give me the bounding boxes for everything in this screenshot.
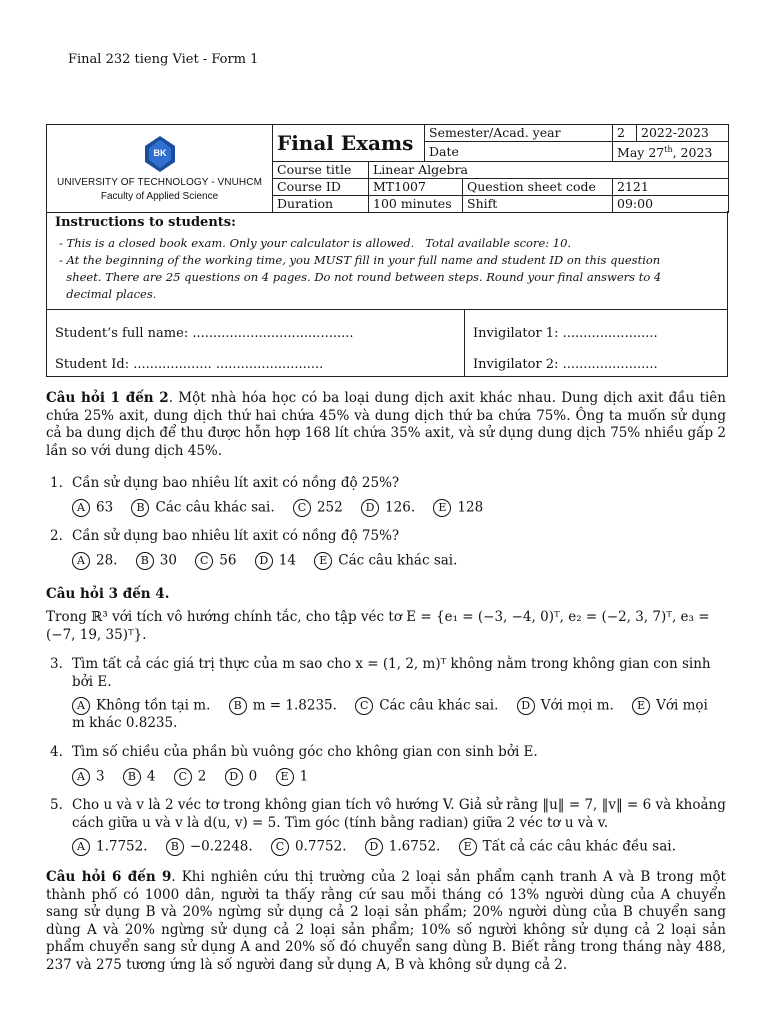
university-name: UNIVERSITY OF TECHNOLOGY - VNUHCM xyxy=(57,176,262,188)
qsc-value: 2121 xyxy=(613,179,729,196)
date-value: May 27th, 2023 xyxy=(613,142,729,162)
option-d[interactable]: D 14 xyxy=(255,552,296,570)
shift-value: 09:00 xyxy=(613,196,729,213)
options xyxy=(72,499,497,517)
qsc-label: Question sheet code xyxy=(463,179,613,196)
section-2: Câu hỏi 3 đến 4. xyxy=(46,586,170,602)
semester-label: Semester/Acad. year xyxy=(425,125,613,142)
question-text: Cho u và v là 2 véc tơ trong không gian tích vô hướng V. Giả sử rằng ‖u‖ = 7, ‖v‖ = 6 và khoảng cách giữa u và v là d(u, v) = 5. Tìm góc (tính bằng radian) giữa 2 véc tơ u và v. xyxy=(72,797,726,831)
question-number: 3. xyxy=(50,656,63,672)
university-block xyxy=(47,125,273,213)
exam-header-table xyxy=(46,124,729,213)
options xyxy=(72,768,322,786)
option-b[interactable]: B Các câu khác sai. xyxy=(131,499,274,517)
running-header: Final 232 tieng Viet - Form 1 xyxy=(68,52,259,67)
student-id-field[interactable]: Student Id: ................... .......................... xyxy=(55,357,324,372)
section-heading: Câu hỏi 1 đến 2 xyxy=(46,390,169,406)
instruction-item: decimal places. xyxy=(59,287,157,301)
options xyxy=(72,838,690,856)
exam-title: Final Exams xyxy=(273,125,425,162)
question-number: 4. xyxy=(50,744,63,760)
section-text: . Khi nghiên cứu thị trường của 2 loại sản phẩm cạnh tranh A và B trong một thành phố có 1000 dân, người ta thấy rằng cứ sau mỗi tháng có 13% người dùng của A chuyển sang sử dụng B và 20% ngừng sử dụng cả 2 loại sản phẩm; 20% người dùng của B chuyển sang dùng A và 20% ngừng sử dụng cả 2 loại sản phẩm; 10% số người không sử dụng cả 2 loại sản phẩm chuyển sang sử dụng A and 20% số đó chuyển sang dùng B. Biết rằng trong tháng này 488, 237 và 275 tương ứng là số người đang sử dụng A, B và không sử dụng cả 2. xyxy=(46,869,726,973)
signature-box xyxy=(46,309,728,377)
options xyxy=(72,552,471,570)
option-e[interactable]: E Các câu khác sai. xyxy=(314,552,457,570)
invigilator-2-field[interactable]: Invigilator 2: ....................... xyxy=(473,357,658,372)
option-d[interactable]: D 1.6752. xyxy=(365,838,441,856)
option-b[interactable]: B −0.2248. xyxy=(166,838,253,856)
option-b[interactable]: B 30 xyxy=(136,552,177,570)
faculty-name: Faculty of Applied Science xyxy=(100,190,219,202)
option-d[interactable]: D Với mọi m. xyxy=(517,697,614,715)
course-title-label: Course title xyxy=(273,162,369,179)
option-b[interactable]: B m = 1.8235. xyxy=(229,697,337,715)
option-continuation: m khác 0.8235. xyxy=(72,715,178,731)
section-3 xyxy=(46,869,726,974)
question-number: 2. xyxy=(50,528,63,544)
option-e[interactable]: E Với mọi xyxy=(632,697,708,715)
option-a[interactable]: A 28. xyxy=(72,552,117,570)
option-d[interactable]: D 0 xyxy=(225,768,258,786)
section-2-text: Trong ℝ³ với tích vô hướng chính tắc, cho tập véc tơ E = {e₁ = (−3, −4, 0)ᵀ, e₂ = (−2, 3, 7)ᵀ, e₃ = (−7, 19, 35)ᵀ}. xyxy=(46,609,710,643)
course-id-value: MT1007 xyxy=(369,179,463,196)
option-c[interactable]: C 56 xyxy=(195,552,236,570)
option-b[interactable]: B 4 xyxy=(123,768,156,786)
question-text: Tìm số chiều của phần bù vuông góc cho không gian con sinh bởi E. xyxy=(72,744,538,760)
option-a[interactable]: A 63 xyxy=(72,499,113,517)
question-number: 1. xyxy=(50,475,63,491)
instruction-item: sheet. There are 25 questions on 4 pages. Do not round between steps. Round your final answers to 4 xyxy=(59,270,662,284)
option-e[interactable]: E Tất cả các câu khác đều sai. xyxy=(459,838,676,856)
instructions-list xyxy=(59,235,717,303)
duration-label: Duration xyxy=(273,196,369,213)
option-c[interactable]: C Các câu khác sai. xyxy=(355,697,498,715)
option-a[interactable]: A 1.7752. xyxy=(72,838,148,856)
section-text: . Một nhà hóa học có ba loại dung dịch axit khác nhau. Dung dịch axit đầu tiên chứa 25% axit, dung dịch thứ hai chứa 45% và dung dịch thứ ba chứa 75%. Ông ta muốn sử dụng cả ba dung dịch để thu được hỗn hợp 168 lít chứa 35% axit, và sử dụng dung dịch 75% nhiều gấp 2 lần so với dung dịch 45%. xyxy=(46,390,726,459)
instruction-item: - At the beginning of the working time, you MUST fill in your full name and student ID on this question xyxy=(59,253,661,267)
shift-label: Shift xyxy=(463,196,613,213)
options xyxy=(72,697,722,715)
instruction-item: - This is a closed book exam. Only your calculator is allowed. Total available score: 10. xyxy=(59,236,572,250)
date-label: Date xyxy=(425,142,613,162)
question-text: Cần sử dụng bao nhiêu lít axit có nồng độ 75%? xyxy=(72,528,400,544)
question-number: 5. xyxy=(50,797,63,813)
invigilator-1-field[interactable]: Invigilator 1: ....................... xyxy=(473,326,658,341)
option-e[interactable]: E 128 xyxy=(433,499,483,517)
svg-text:BK: BK xyxy=(153,147,166,158)
duration-value: 100 minutes xyxy=(369,196,463,213)
university-logo xyxy=(145,136,175,172)
divider xyxy=(464,310,465,376)
section-heading: Câu hỏi 6 đến 9 xyxy=(46,869,172,885)
option-c[interactable]: C 2 xyxy=(174,768,207,786)
section-1 xyxy=(46,390,726,460)
course-id-label: Course ID xyxy=(273,179,369,196)
acad-year-value: 2022-2023 xyxy=(637,125,729,142)
instructions-heading: Instructions to students: xyxy=(55,215,236,230)
question-text: Cần sử dụng bao nhiêu lít axit có nồng độ 25%? xyxy=(72,475,400,491)
student-name-field[interactable]: Student’s full name: ....................................... xyxy=(55,326,354,341)
instructions-box xyxy=(46,211,728,310)
option-a[interactable]: A 3 xyxy=(72,768,105,786)
course-title-value: Linear Algebra xyxy=(369,162,729,179)
semester-value: 2 xyxy=(613,125,637,142)
question-text: Tìm tất cả các giá trị thực của m sao cho x = (1, 2, m)ᵀ không nằm trong không gian con sinh bởi E. xyxy=(72,656,711,690)
option-e[interactable]: E 1 xyxy=(276,768,309,786)
option-c[interactable]: C 252 xyxy=(293,499,343,517)
section-heading: Câu hỏi 3 đến 4 xyxy=(46,586,165,602)
option-a[interactable]: A Không tồn tại m. xyxy=(72,697,210,715)
option-c[interactable]: C 0.7752. xyxy=(271,838,347,856)
option-d[interactable]: D 126. xyxy=(361,499,415,517)
